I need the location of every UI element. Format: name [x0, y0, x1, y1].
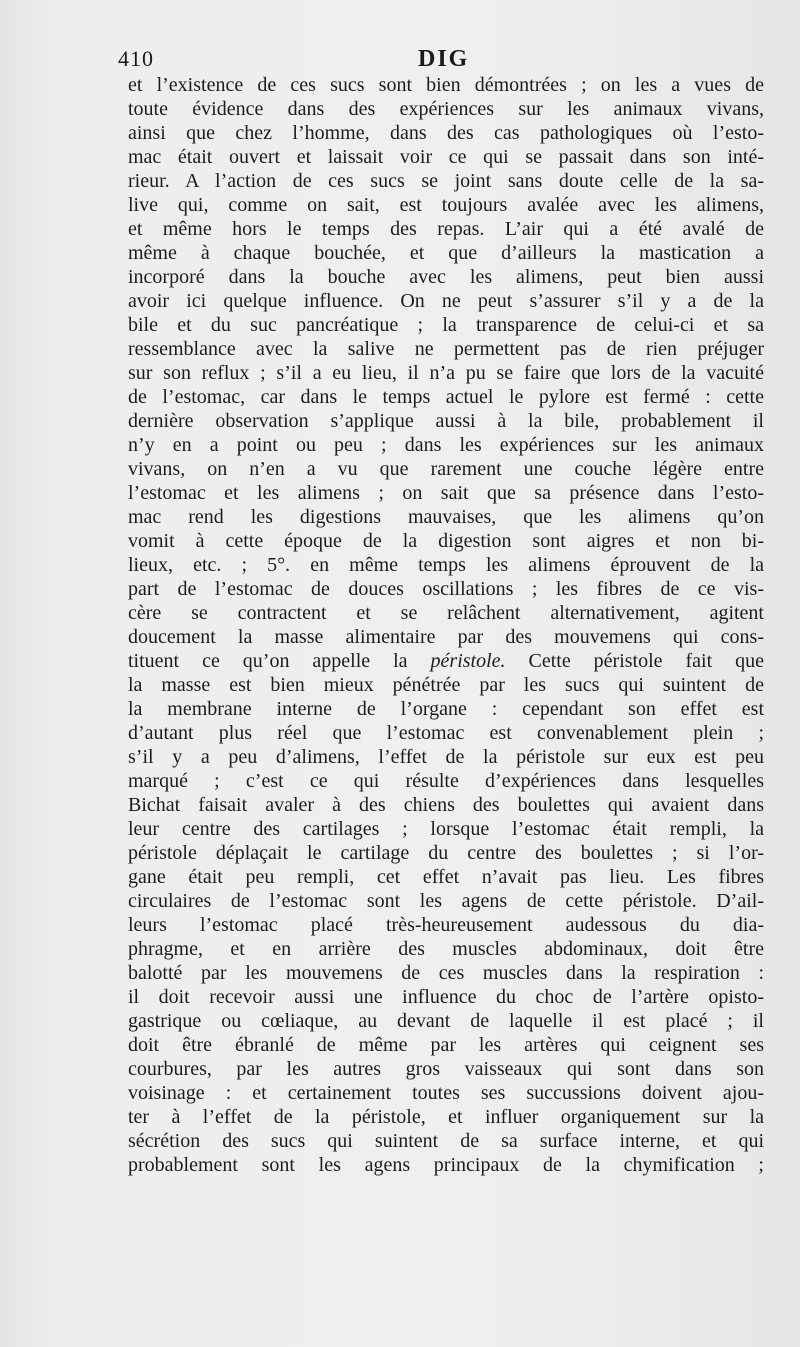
text-line: n’y en a point ou peu ; dans les expériences sur les animaux	[128, 434, 764, 456]
text-line: doit être ébranlé de même par les artères qui ceignent ses	[128, 1034, 764, 1056]
text-line: dernière observation s’applique aussi à la bile, probablement il	[128, 410, 764, 432]
text-line: l’estomac et les alimens ; on sait que sa présence dans l’esto-	[128, 482, 764, 504]
text-line: même à chaque bouchée, et que d’ailleurs la mastication a	[128, 242, 764, 264]
text-line: circulaires de l’estomac sont les agens de cette péristole. D’ail-	[128, 890, 764, 912]
text-line: la membrane interne de l’organe : cependant son effet est	[128, 698, 764, 720]
text-line: ressemblance avec la salive ne permettent pas de rien préjuger	[128, 338, 764, 360]
text-line: lieux, etc. ; 5°. en même temps les alimens éprouvent de la	[128, 554, 764, 576]
page-header	[118, 40, 763, 74]
text-line	[128, 649, 764, 673]
text-line: ainsi que chez l’homme, dans des cas pathologiques où l’esto-	[128, 122, 764, 144]
running-head: DIG	[418, 46, 470, 72]
text-line: leur centre des cartilages ; lorsque l’estomac était rempli, la	[128, 818, 764, 840]
page-number: 410	[118, 46, 154, 71]
text-line: live qui, comme on sait, est toujours avalée avec les alimens,	[128, 194, 764, 216]
text-line: la masse est bien mieux pénétrée par les sucs qui suintent de	[128, 674, 764, 696]
text-line: voisinage : et certainement toutes ses succussions doivent ajou-	[128, 1082, 764, 1104]
text-line: cère se contractent et se relâchent alternativement, agitent	[128, 602, 764, 624]
text-line: péristole déplaçait le cartilage du centre des boulettes ; si l’or-	[128, 842, 764, 864]
text-line: mac était ouvert et laissait voir ce qui se passait dans son inté-	[128, 146, 764, 168]
text-line: et même hors le temps des repas. L’air qui a été avalé de	[128, 218, 764, 240]
text-line: de l’estomac, car dans le temps actuel le pylore est fermé : cette	[128, 386, 764, 408]
body-text	[128, 73, 764, 1177]
text-run: tituent ce qu’on appelle la	[128, 650, 431, 672]
text-line: sécrétion des sucs qui suintent de sa surface interne, et qui	[128, 1130, 764, 1152]
text-line: doucement la masse alimentaire par des mouvemens qui cons-	[128, 626, 764, 648]
text-line: marqué ; c’est ce qui résulte d’expériences dans lesquelles	[128, 770, 764, 792]
text-line: mac rend les digestions mauvaises, que les alimens qu’on	[128, 506, 764, 528]
text-line: vomit à cette époque de la digestion sont aigres et non bi-	[128, 530, 764, 552]
text-line: Bichat faisait avaler à des chiens des boulettes qui avaient dans	[128, 794, 764, 816]
text-line: il doit recevoir aussi une influence du choc de l’artère opisto-	[128, 986, 764, 1008]
text-line: s’il y a peu d’alimens, l’effet de la péristole sur eux est peu	[128, 746, 764, 768]
text-line: gastrique ou cœliaque, au devant de laquelle il est placé ; il	[128, 1010, 764, 1032]
text-line: gane était peu rempli, cet effet n’avait pas lieu. Les fibres	[128, 866, 764, 888]
text-line: part de l’estomac de douces oscillations ; les fibres de ce vis-	[128, 578, 764, 600]
text-line: avoir ici quelque influence. On ne peut s’assurer s’il y a de la	[128, 290, 764, 312]
text-line: ter à l’effet de la péristole, et influer organiquement sur la	[128, 1106, 764, 1128]
text-line: vivans, on n’en a vu que rarement une couche légère entre	[128, 458, 764, 480]
italic-term: péristole.	[430, 650, 506, 672]
text-line: toute évidence dans des expériences sur les animaux vivans,	[128, 98, 764, 120]
text-line: leurs l’estomac placé très-heureusement audessous du dia-	[128, 914, 764, 936]
text-line: probablement sont les agens principaux de la chymification ;	[128, 1154, 764, 1176]
text-line: sur son reflux ; s’il a eu lieu, il n’a pu se faire que lors de la vacuité	[128, 362, 764, 384]
text-line: incorporé dans la bouche avec les alimens, peut bien aussi	[128, 266, 764, 288]
text-line: d’autant plus réel que l’estomac est convenablement plein ;	[128, 722, 764, 744]
text-line: et l’existence de ces sucs sont bien démontrées ; on les a vues de	[128, 74, 764, 96]
text-line: phragme, et en arrière des muscles abdominaux, doit être	[128, 938, 764, 960]
text-line: courbures, par les autres gros vaisseaux qui sont dans son	[128, 1058, 764, 1080]
text-line: rieur. A l’action de ces sucs se joint sans doute celle de la sa-	[128, 170, 764, 192]
text-line: balotté par les mouvemens de ces muscles dans la respiration :	[128, 962, 764, 984]
text-line: bile et du suc pancréatique ; la transparence de celui-ci et sa	[128, 314, 764, 336]
text-run: Cette péristole fait que	[505, 650, 764, 672]
